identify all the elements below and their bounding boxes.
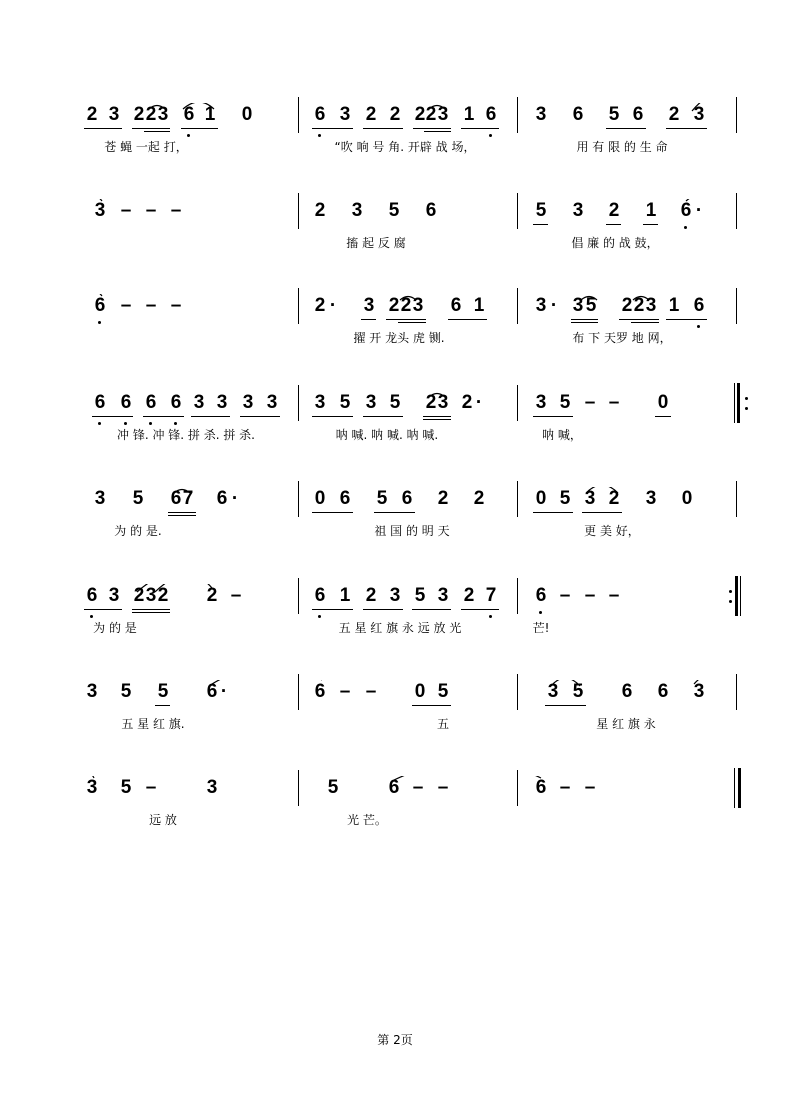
note: 6 <box>206 681 218 702</box>
note: 3 <box>584 488 596 509</box>
aug-dot: · <box>475 392 483 413</box>
low-dot <box>489 134 492 137</box>
note: 2 <box>206 585 218 606</box>
repeat-dot <box>745 407 748 410</box>
aug-dot: · <box>329 295 337 316</box>
lyrics-line <box>0 812 790 832</box>
note: 5 <box>132 488 144 509</box>
low-dot <box>124 422 127 425</box>
note: 6 <box>120 392 132 413</box>
note: 3 <box>86 681 98 702</box>
note: 5 <box>120 681 132 702</box>
note: 1 <box>668 295 680 316</box>
row-6 <box>0 584 790 654</box>
underline <box>606 224 621 225</box>
low-dot <box>539 611 542 614</box>
aug-dot: · <box>220 681 228 702</box>
dash: – <box>584 392 596 413</box>
note: 6 <box>170 488 182 509</box>
note: 3 <box>94 488 106 509</box>
note: 2 <box>365 585 377 606</box>
underline <box>363 128 403 129</box>
lyric-segment: 呐 喊. 呐 喊. 呐 喊. <box>335 428 439 442</box>
lyric-segment: 光 芒。 <box>347 813 387 827</box>
lyric-segment: 五 <box>436 717 449 731</box>
notes-line <box>0 680 790 710</box>
underline <box>191 416 230 417</box>
underline <box>413 128 451 129</box>
lyrics-line <box>0 716 790 736</box>
note: 3 <box>389 585 401 606</box>
note: 6 <box>388 777 400 798</box>
dash: – <box>608 392 620 413</box>
underline <box>363 416 403 417</box>
underline <box>619 319 659 320</box>
note: 0 <box>241 104 253 125</box>
barline <box>517 674 518 710</box>
note: 3 <box>437 104 449 125</box>
note: 2 <box>608 200 620 221</box>
underline <box>571 322 598 323</box>
lyric-segment: 远 放 <box>149 813 177 827</box>
note: 5 <box>339 392 351 413</box>
note: – <box>145 200 157 221</box>
underline <box>533 224 548 225</box>
low-dot <box>98 321 101 324</box>
note: – <box>120 295 132 316</box>
row-1 <box>0 103 790 173</box>
lyric-segment: 呐 喊， <box>542 428 582 442</box>
note: 1 <box>463 104 475 125</box>
note: 5 <box>389 392 401 413</box>
note: 2 <box>633 295 645 316</box>
lyrics-line <box>0 427 790 447</box>
note: 7 <box>182 488 194 509</box>
note: 3 <box>351 200 363 221</box>
note: 2 <box>425 104 437 125</box>
notes-line <box>0 294 790 324</box>
underline <box>643 224 658 225</box>
note: 3 <box>339 104 351 125</box>
note: 5 <box>157 681 169 702</box>
note: 5 <box>535 200 547 221</box>
rest: 0 <box>681 488 693 509</box>
barline <box>298 578 299 614</box>
barline <box>736 674 737 710</box>
note: 5 <box>559 392 571 413</box>
note: 3 <box>193 392 205 413</box>
repeat-dot <box>729 600 732 603</box>
underline <box>143 416 184 417</box>
underline <box>312 416 353 417</box>
note: 6 <box>485 104 497 125</box>
note: 3 <box>266 392 278 413</box>
note: 3 <box>94 200 106 221</box>
row-5 <box>0 487 790 557</box>
barline <box>734 768 735 808</box>
note: 3 <box>693 104 705 125</box>
note: 5 <box>585 295 597 316</box>
barline <box>517 385 518 421</box>
note: 6 <box>314 585 326 606</box>
aug-dot: · <box>231 488 239 509</box>
barline <box>517 481 518 517</box>
barline <box>517 193 518 229</box>
note: 2 <box>365 104 377 125</box>
note: 2 <box>133 585 145 606</box>
lyric-segment: 倡 廉 的 战 鼓， <box>571 236 659 250</box>
note: 6 <box>535 777 547 798</box>
row-2 <box>0 199 790 269</box>
dash: – <box>559 777 571 798</box>
note: 2 <box>388 295 400 316</box>
note: 1 <box>339 585 351 606</box>
barline <box>736 97 737 133</box>
note: 3 <box>547 681 559 702</box>
low-dot <box>149 422 152 425</box>
lyric-segment: 祖 国 的 明 天 <box>374 524 450 538</box>
low-dot <box>90 615 93 618</box>
note: 3 <box>108 585 120 606</box>
notes-line <box>0 776 790 806</box>
underline <box>84 128 122 129</box>
note: 3 <box>535 295 547 316</box>
barline <box>298 193 299 229</box>
underline <box>240 416 280 417</box>
note: 3 <box>437 392 449 413</box>
note: – <box>120 200 132 221</box>
row-8 <box>0 776 790 846</box>
note: 6 <box>572 104 584 125</box>
lyric-segment: 为 的 是. <box>114 524 162 538</box>
rest: 0 <box>535 488 547 509</box>
note: 2 <box>400 295 412 316</box>
underline <box>144 131 170 132</box>
note: 5 <box>608 104 620 125</box>
note: 6 <box>183 104 195 125</box>
note: 5 <box>376 488 388 509</box>
rest: 0 <box>314 488 326 509</box>
underline <box>412 705 451 706</box>
note: 5 <box>437 681 449 702</box>
lyric-segment: 更 美 好， <box>584 524 640 538</box>
underline <box>168 512 196 513</box>
dash: – <box>145 777 157 798</box>
aug-dot: · <box>695 200 703 221</box>
low-dot <box>174 422 177 425</box>
note: 3 <box>572 295 584 316</box>
lyrics-line <box>0 330 790 350</box>
lyric-segment: 布 下 天罗 地 网， <box>572 331 672 345</box>
note: 6 <box>339 488 351 509</box>
note: 1 <box>204 104 216 125</box>
barline <box>736 481 737 517</box>
lyric-segment: 为 的 是 <box>93 621 137 635</box>
note: 2 <box>668 104 680 125</box>
note: 3 <box>206 777 218 798</box>
note: 2 <box>86 104 98 125</box>
underline <box>92 416 133 417</box>
underline <box>132 612 170 613</box>
note: 1 <box>645 200 657 221</box>
row-7 <box>0 680 790 750</box>
dash: – <box>559 585 571 606</box>
note: 2 <box>389 104 401 125</box>
note: 6 <box>94 392 106 413</box>
note: 2 <box>425 392 437 413</box>
lyric-segment: 冲 锋. 冲 锋. 拼 杀. 拼 杀. <box>117 428 255 442</box>
underline <box>181 128 218 129</box>
lyric-segment: “吹 响 号 角. 开辟 战 场， <box>334 140 476 154</box>
underline <box>533 512 573 513</box>
row-3 <box>0 294 790 364</box>
underline <box>398 322 426 323</box>
underline <box>386 319 426 320</box>
note: 3 <box>412 295 424 316</box>
note: – <box>170 200 182 221</box>
dash: – <box>339 681 351 702</box>
note: 2 <box>314 295 326 316</box>
dash: – <box>230 585 242 606</box>
note: 6 <box>314 104 326 125</box>
underline <box>312 512 353 513</box>
note: 6 <box>86 585 98 606</box>
note: 2 <box>473 488 485 509</box>
note: 3 <box>216 392 228 413</box>
notes-line <box>0 584 790 614</box>
barline <box>298 481 299 517</box>
note: 3 <box>693 681 705 702</box>
barline <box>517 288 518 324</box>
underline <box>666 319 707 320</box>
underline <box>571 319 598 320</box>
notes-line <box>0 199 790 229</box>
note: 6 <box>314 681 326 702</box>
barline <box>734 383 735 423</box>
underline <box>312 128 353 129</box>
note: 6 <box>535 585 547 606</box>
underline <box>312 609 353 610</box>
underline <box>84 609 122 610</box>
notes-line <box>0 391 790 421</box>
note: 5 <box>572 681 584 702</box>
underline <box>631 322 659 323</box>
note: 3 <box>437 585 449 606</box>
barline <box>517 578 518 614</box>
lyric-segment: 五 星 红 旗 永 远 放 光 <box>338 621 462 635</box>
underline <box>448 319 487 320</box>
barline <box>738 768 741 808</box>
barline <box>736 193 737 229</box>
lyric-segment: 用 有 限 的 生 命 <box>576 140 668 154</box>
note: 3 <box>145 585 157 606</box>
dash: – <box>584 585 596 606</box>
note: 5 <box>120 777 132 798</box>
low-dot <box>697 325 700 328</box>
note: 6 <box>657 681 669 702</box>
page-number: 第 2页 <box>377 1033 413 1047</box>
low-dot <box>318 134 321 137</box>
underline <box>423 419 451 420</box>
underline <box>168 515 196 516</box>
lyric-segment: 五 星 红 旗. <box>121 717 185 731</box>
dash: – <box>584 777 596 798</box>
underline <box>655 416 671 417</box>
note: 3 <box>645 295 657 316</box>
lyric-segment: 星 红 旗 永 <box>596 717 656 731</box>
note: 6 <box>425 200 437 221</box>
low-dot <box>187 134 190 137</box>
note: 3 <box>535 104 547 125</box>
lyric-segment: 搐 起 反 腐 <box>346 236 406 250</box>
barline <box>298 385 299 421</box>
low-dot <box>684 226 687 229</box>
low-dot <box>489 615 492 618</box>
underline <box>361 319 376 320</box>
underline <box>424 131 451 132</box>
barline <box>517 97 518 133</box>
dash: – <box>437 777 449 798</box>
note: – <box>170 295 182 316</box>
lyric-segment: 擢 开 龙头 虎 铡. <box>353 331 445 345</box>
note: 2 <box>461 392 473 413</box>
lyric-segment: 苍 蝇 一起 打， <box>104 140 188 154</box>
note: 3 <box>363 295 375 316</box>
row-4 <box>0 391 790 461</box>
note: 2 <box>314 200 326 221</box>
note: 6 <box>632 104 644 125</box>
barline <box>735 576 738 616</box>
underline <box>132 128 170 129</box>
dash: – <box>365 681 377 702</box>
note: 1 <box>473 295 485 316</box>
underline <box>155 705 170 706</box>
lyric-segment: 芒! <box>532 621 550 635</box>
repeat-dot <box>745 397 748 400</box>
dash: – <box>412 777 424 798</box>
note: 2 <box>133 104 145 125</box>
note: 6 <box>170 392 182 413</box>
lyrics-line <box>0 620 790 640</box>
underline <box>132 609 170 610</box>
note: 6 <box>94 295 106 316</box>
aug-dot: · <box>550 295 558 316</box>
low-dot <box>98 422 101 425</box>
note: 2 <box>157 585 169 606</box>
note: 6 <box>450 295 462 316</box>
note: 6 <box>680 200 692 221</box>
note: 6 <box>401 488 413 509</box>
barline <box>298 674 299 710</box>
underline <box>412 609 451 610</box>
note: 5 <box>414 585 426 606</box>
lyrics-line <box>0 235 790 255</box>
underline <box>582 512 622 513</box>
lyrics-line <box>0 139 790 159</box>
underline <box>545 705 586 706</box>
underline <box>461 609 499 610</box>
note: 3 <box>108 104 120 125</box>
note: 3 <box>86 777 98 798</box>
note: 3 <box>535 392 547 413</box>
note: 7 <box>485 585 497 606</box>
underline <box>461 128 499 129</box>
dash: – <box>608 585 620 606</box>
repeat-dot <box>729 590 732 593</box>
notes-line <box>0 103 790 133</box>
note: 2 <box>608 488 620 509</box>
barline <box>298 97 299 133</box>
rest: 0 <box>657 392 669 413</box>
note: 5 <box>559 488 571 509</box>
note: – <box>145 295 157 316</box>
note: 5 <box>327 777 339 798</box>
note: 2 <box>463 585 475 606</box>
note: 3 <box>645 488 657 509</box>
barline <box>737 383 740 423</box>
note: 2 <box>621 295 633 316</box>
note: 6 <box>216 488 228 509</box>
underline <box>363 609 403 610</box>
note: 3 <box>157 104 169 125</box>
note: 6 <box>693 295 705 316</box>
note: 3 <box>242 392 254 413</box>
barline <box>298 770 299 806</box>
note: 2 <box>145 104 157 125</box>
note: 6 <box>145 392 157 413</box>
note: 5 <box>388 200 400 221</box>
note: 3 <box>572 200 584 221</box>
note: 3 <box>365 392 377 413</box>
note: 3 <box>314 392 326 413</box>
notes-line <box>0 487 790 517</box>
barline <box>298 288 299 324</box>
underline <box>666 128 707 129</box>
barline <box>517 770 518 806</box>
underline <box>606 128 646 129</box>
barline <box>740 576 741 616</box>
lyrics-line <box>0 523 790 543</box>
underline <box>533 416 573 417</box>
barline <box>736 288 737 324</box>
note: 6 <box>621 681 633 702</box>
note: 2 <box>414 104 426 125</box>
underline <box>374 512 415 513</box>
rest: 0 <box>414 681 426 702</box>
note: 2 <box>437 488 449 509</box>
underline <box>423 416 451 417</box>
low-dot <box>318 615 321 618</box>
